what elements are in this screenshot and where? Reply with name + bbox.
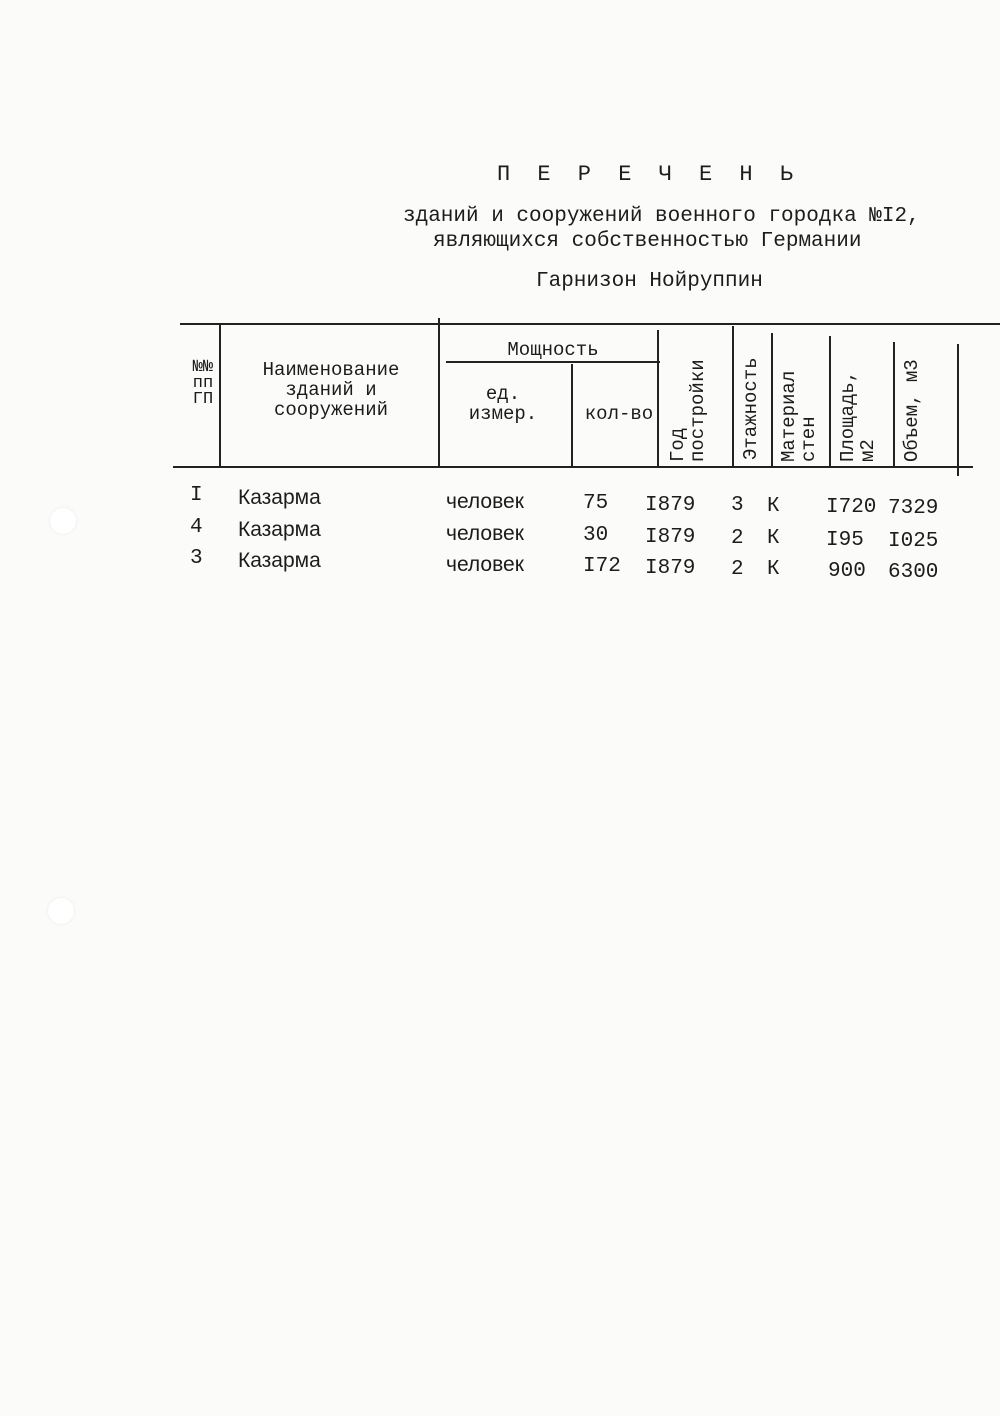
row-name: Казарма (238, 518, 321, 541)
header-year: Год постройки (667, 359, 709, 462)
col-divider-5 (732, 326, 734, 468)
table-top-border (180, 323, 1000, 325)
header-qty: кол-во (584, 403, 654, 425)
row-area: 900 (828, 560, 866, 583)
row-unit: человек (446, 490, 524, 513)
row-volume: 6300 (888, 561, 939, 584)
col-divider-3 (571, 364, 573, 468)
row-name: Казарма (238, 486, 321, 509)
col-divider-8 (893, 342, 895, 468)
punch-hole-top (50, 508, 76, 534)
row-area: I95 (826, 529, 864, 552)
row-year: I879 (645, 494, 696, 517)
row-name: Казарма (238, 549, 321, 572)
row-volume: 7329 (888, 497, 939, 520)
header-volume: Объем, м3 (901, 359, 923, 462)
row-unit: человек (446, 553, 524, 576)
row-year: I879 (645, 526, 696, 549)
header-num: №№ пп ГП (192, 358, 214, 409)
document-subtitle-line-2: являющихся собственностью Германии (433, 230, 862, 253)
col-divider-6 (771, 333, 773, 468)
row-qty: 75 (583, 492, 609, 515)
row-qty: 30 (583, 524, 609, 547)
row-num: 3 (190, 547, 203, 570)
row-material: К (767, 558, 780, 581)
header-area: Площадь, м2 (837, 370, 879, 462)
col-divider-9 (957, 344, 959, 476)
capacity-divider (446, 361, 660, 363)
header-floors: Этажность (740, 357, 762, 460)
row-unit: человек (446, 522, 524, 545)
row-area: I720 (826, 496, 877, 519)
document-subtitle-line-1: зданий и сооружений военного городка №I2, (403, 205, 920, 228)
row-floors: 3 (731, 494, 744, 517)
header-unit: ед. измер. (468, 383, 538, 425)
header-name: Наименование зданий и сооружений (262, 359, 400, 421)
row-num: I (190, 484, 203, 507)
punch-hole-bottom (48, 898, 74, 924)
row-material: К (767, 527, 780, 550)
header-capacity: Мощность (507, 339, 599, 361)
col-divider-7 (829, 336, 831, 468)
row-volume: I025 (888, 530, 939, 553)
document-title: П Е Р Е Ч Е Н Ь (497, 162, 801, 187)
row-qty: I72 (583, 555, 621, 578)
row-floors: 2 (731, 527, 744, 550)
garrison-name: Гарнизон Нойруппин (536, 270, 763, 293)
header-material: Материал стен (778, 370, 820, 462)
row-material: К (767, 495, 780, 518)
row-num: 4 (190, 516, 203, 539)
row-year: I879 (645, 557, 696, 580)
row-floors: 2 (731, 558, 744, 581)
table-header-bottom-border (173, 466, 973, 468)
